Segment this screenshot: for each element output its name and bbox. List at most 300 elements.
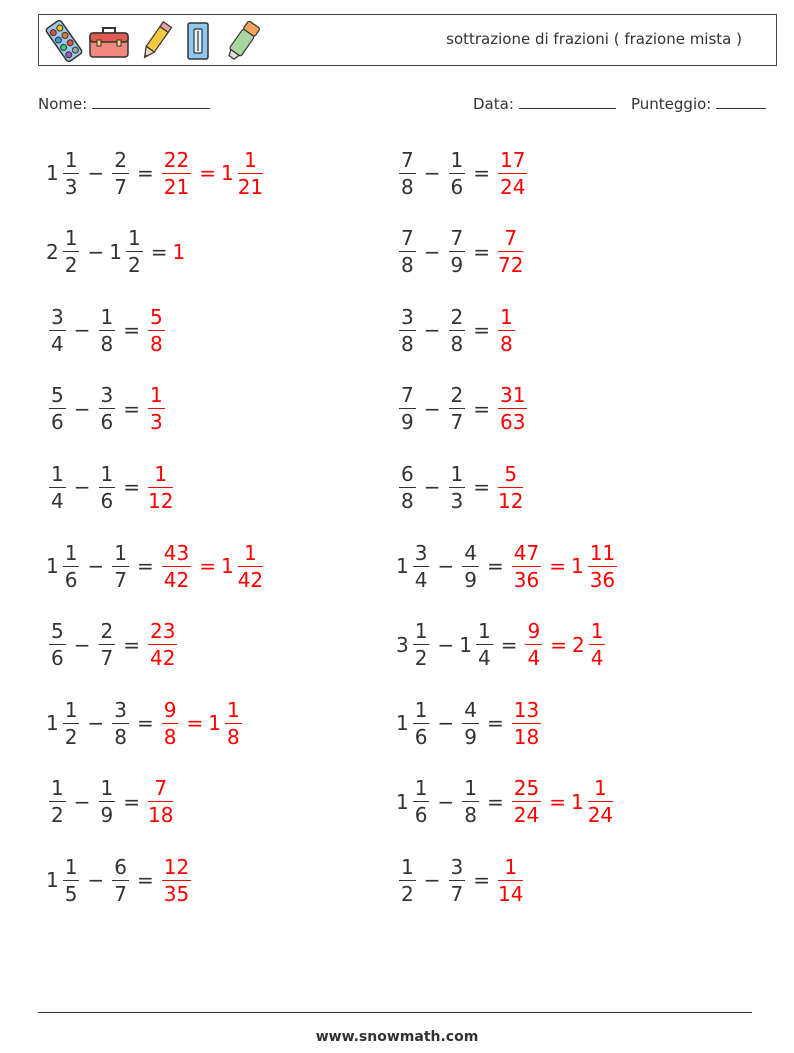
mixed-number [396, 697, 432, 750]
fraction [413, 775, 430, 828]
denominator: 14 [498, 881, 524, 906]
equals-sign: = [123, 475, 140, 500]
mixed-number [396, 540, 432, 593]
denominator: 6 [414, 724, 428, 749]
denominator: 24 [500, 174, 526, 199]
denominator: 7 [100, 646, 114, 671]
numerator: 6 [114, 854, 127, 879]
minus-sign: − [423, 318, 441, 343]
fraction-term [446, 461, 469, 514]
problem-item [396, 534, 620, 598]
fraction [462, 697, 479, 750]
denominator: 42 [237, 567, 264, 592]
fraction [399, 225, 416, 278]
fraction [449, 854, 466, 907]
denominator: 21 [163, 174, 190, 199]
equals-sign: = [549, 789, 566, 814]
fraction-term [145, 618, 180, 671]
fraction [99, 304, 116, 357]
numerator: 1 [414, 619, 428, 644]
answer [509, 697, 544, 750]
fraction [462, 540, 479, 593]
fraction-term [46, 618, 69, 671]
denominator: 8 [401, 488, 414, 513]
numerator: 1 [114, 540, 127, 565]
denominator: 2 [64, 724, 78, 749]
sharpener-icon [183, 19, 213, 63]
denominator: 9 [401, 410, 414, 435]
fraction-term [446, 854, 469, 907]
minus-sign: − [423, 161, 441, 185]
denominator: 7 [114, 174, 127, 199]
numerator: 1 [100, 776, 114, 801]
denominator: 7 [114, 567, 127, 592]
problem-item [46, 220, 185, 284]
denominator: 8 [163, 724, 177, 749]
mixed-number [46, 697, 82, 750]
fraction [449, 304, 466, 357]
denominator: 4 [477, 646, 491, 671]
whole-part: 2 [571, 632, 585, 657]
numerator: 23 [150, 619, 176, 644]
pencil-icon [139, 19, 173, 63]
problem-item [396, 848, 526, 912]
denominator: 6 [100, 488, 114, 513]
fraction [112, 697, 129, 750]
denominator: 9 [464, 567, 477, 592]
fraction-term [495, 304, 518, 357]
numerator: 22 [163, 147, 190, 172]
problem-item [396, 691, 544, 755]
answer [495, 382, 530, 435]
numerator: 1 [401, 854, 414, 879]
numerator: 1 [64, 226, 78, 251]
denominator: 8 [401, 174, 414, 199]
problem-item [46, 455, 176, 519]
denominator: 8 [500, 331, 513, 356]
problem-item [396, 220, 526, 284]
fraction-term [509, 775, 544, 828]
minus-sign: − [423, 868, 441, 893]
fraction-term [96, 382, 119, 435]
denominator: 8 [226, 724, 240, 749]
numerator: 1 [51, 776, 64, 801]
numerator: 1 [450, 147, 464, 172]
fraction [63, 540, 80, 593]
fraction-term [46, 461, 69, 514]
worksheet-title: sottrazione di frazioni ( frazione mista ) [446, 30, 742, 48]
numerator: 4 [464, 697, 477, 722]
numerator: 5 [504, 461, 518, 486]
fraction-term [446, 304, 469, 357]
denominator: 8 [114, 724, 127, 749]
answer [159, 540, 266, 593]
problem-item [46, 691, 245, 755]
numerator: 1 [100, 461, 114, 486]
whole-part: 1 [459, 632, 472, 657]
denominator: 2 [51, 803, 64, 828]
numerator: 1 [450, 461, 464, 486]
minus-sign: − [87, 161, 105, 185]
mixed-number [208, 697, 244, 750]
fraction [449, 147, 466, 200]
fraction [63, 697, 80, 750]
minus-sign: − [437, 554, 455, 578]
numerator: 1 [64, 147, 78, 172]
numerator: 12 [163, 854, 190, 879]
denominator: 6 [100, 410, 114, 435]
footer-divider [38, 1012, 752, 1013]
minus-sign: − [437, 632, 455, 657]
fraction-term [396, 225, 419, 278]
fraction [512, 775, 541, 828]
fraction-term [145, 304, 168, 357]
answer [495, 461, 526, 514]
numerator: 2 [100, 619, 114, 644]
fraction-term [109, 540, 132, 593]
fraction-term [145, 461, 176, 514]
fraction-term [96, 461, 119, 514]
numerator: 7 [154, 776, 168, 801]
answer [495, 225, 526, 278]
denominator: 8 [401, 331, 414, 356]
numerator: 11 [589, 540, 616, 565]
denominator: 35 [163, 881, 190, 906]
fraction [99, 382, 116, 435]
denominator: 72 [498, 253, 524, 278]
numerator: 2 [450, 383, 464, 408]
numerator: 3 [114, 697, 127, 722]
numerator: 1 [244, 147, 257, 172]
minus-sign: − [73, 789, 91, 814]
numerator: 47 [513, 540, 540, 565]
equals-sign: = [473, 318, 490, 343]
answer [495, 854, 526, 907]
equals-sign: = [473, 868, 490, 893]
fraction [498, 461, 523, 514]
date-field [473, 94, 616, 113]
whole-part: 1 [109, 239, 122, 264]
equals-sign: = [549, 554, 566, 578]
fraction [413, 697, 430, 750]
denominator: 9 [450, 253, 464, 278]
numerator: 3 [100, 383, 114, 408]
denominator: 8 [401, 253, 414, 278]
numerator: 7 [504, 226, 518, 251]
fraction-term [396, 382, 419, 435]
equals-sign: = [473, 161, 490, 185]
denominator: 7 [114, 881, 127, 906]
fraction [148, 775, 173, 828]
denominator: 8 [450, 331, 464, 356]
numerator: 17 [500, 147, 526, 172]
denominator: 3 [64, 174, 78, 199]
worksheet-header [38, 14, 777, 66]
briefcase-icon [87, 19, 131, 63]
problem-item [46, 770, 176, 834]
mixed-number [459, 618, 495, 671]
denominator: 36 [513, 567, 540, 592]
fraction [238, 540, 263, 593]
fraction-term [522, 618, 545, 671]
minus-sign: − [423, 396, 441, 421]
numerator: 1 [51, 461, 64, 486]
fraction-term [145, 775, 176, 828]
denominator: 18 [513, 724, 540, 749]
problem-item [396, 613, 608, 677]
numerator: 43 [163, 540, 190, 565]
whole-number: 1 [172, 239, 186, 264]
answer [509, 775, 616, 828]
fraction-term [509, 697, 544, 750]
answer [145, 304, 168, 357]
denominator: 24 [513, 803, 540, 828]
highlighter-icon [225, 19, 261, 63]
denominator: 6 [51, 646, 64, 671]
answer [159, 854, 194, 907]
whole-part: 1 [46, 161, 59, 185]
footer-url: www.snowmath.com [315, 1029, 479, 1045]
fraction-term [145, 382, 168, 435]
fraction [498, 225, 523, 278]
fraction [49, 618, 66, 671]
denominator: 4 [414, 567, 428, 592]
denominator: 7 [450, 410, 464, 435]
numerator: 5 [150, 304, 163, 329]
fraction [498, 854, 523, 907]
denominator: 8 [150, 331, 163, 356]
equals-sign: = [136, 554, 154, 578]
denominator: 12 [148, 488, 174, 513]
fraction [399, 147, 416, 200]
fraction [588, 540, 617, 593]
denominator: 21 [237, 174, 264, 199]
numerator: 1 [477, 619, 491, 644]
denominator: 42 [150, 646, 176, 671]
equals-sign: = [486, 554, 504, 578]
equals-sign: = [136, 711, 154, 736]
numerator: 5 [51, 619, 64, 644]
mixed-number [396, 618, 432, 671]
denominator: 8 [100, 331, 114, 356]
fraction [148, 461, 173, 514]
date-label: Data: [473, 95, 514, 113]
numerator: 1 [226, 697, 240, 722]
numerator: 1 [504, 854, 518, 879]
fraction-term [446, 382, 469, 435]
fraction-term [446, 147, 469, 200]
answer [145, 775, 176, 828]
problem-item [396, 377, 530, 441]
problem-item [396, 298, 518, 362]
denominator: 9 [464, 724, 477, 749]
numerator: 25 [513, 776, 540, 801]
numerator: 7 [401, 383, 414, 408]
fraction [512, 540, 541, 593]
numerator: 3 [414, 540, 428, 565]
fraction [126, 225, 143, 278]
fraction-term [159, 147, 194, 200]
numerator: 1 [500, 304, 513, 329]
denominator: 4 [527, 646, 541, 671]
numerator: 1 [414, 697, 428, 722]
fraction-term [495, 382, 530, 435]
equals-sign: = [473, 239, 490, 264]
minus-sign: − [87, 554, 105, 578]
answer [522, 618, 608, 671]
answer [159, 697, 245, 750]
denominator: 12 [498, 488, 524, 513]
mixed-number [571, 775, 616, 828]
numerator: 9 [163, 697, 177, 722]
fraction [399, 854, 416, 907]
fraction-term [46, 382, 69, 435]
problem-item [396, 455, 526, 519]
minus-sign: − [73, 475, 91, 500]
whole-part: 3 [396, 632, 409, 657]
numerator: 1 [100, 304, 114, 329]
mixed-number [396, 775, 432, 828]
fraction [399, 382, 416, 435]
numerator: 6 [401, 461, 414, 486]
fraction [588, 775, 613, 828]
numerator: 5 [51, 383, 64, 408]
numerator: 1 [154, 461, 168, 486]
fraction-term [446, 225, 469, 278]
denominator: 3 [450, 488, 464, 513]
equals-sign: = [186, 711, 204, 736]
answer [145, 618, 180, 671]
fraction [148, 304, 165, 357]
equals-sign: = [123, 396, 140, 421]
fraction-term [495, 854, 526, 907]
denominator: 2 [127, 253, 141, 278]
whole-part: 1 [46, 711, 59, 736]
mixed-number [221, 540, 266, 593]
denominator: 2 [401, 881, 414, 906]
fraction [162, 854, 191, 907]
fraction [589, 618, 606, 671]
fraction-term [159, 697, 182, 750]
fraction [498, 147, 527, 200]
denominator: 2 [414, 646, 428, 671]
denominator: 6 [51, 410, 64, 435]
mixed-number [221, 147, 266, 200]
fraction [498, 382, 527, 435]
palette-icon [45, 19, 83, 63]
score-field [631, 94, 766, 113]
denominator: 2 [64, 253, 78, 278]
fraction-term [159, 540, 194, 593]
whole-part: 1 [220, 554, 234, 578]
whole-part: 1 [220, 161, 234, 185]
fraction [49, 382, 66, 435]
whole-part: 1 [46, 554, 59, 578]
denominator: 4 [51, 488, 64, 513]
answer [159, 147, 266, 200]
fraction [399, 304, 416, 357]
mixed-number [571, 540, 620, 593]
problem-item [396, 141, 530, 205]
fraction [476, 618, 493, 671]
fraction-term [495, 225, 526, 278]
fraction [148, 382, 165, 435]
fraction [162, 147, 191, 200]
denominator: 6 [414, 803, 428, 828]
equals-sign: = [486, 711, 504, 736]
fraction-term [495, 461, 526, 514]
fraction-term [109, 147, 132, 200]
fraction-term [96, 618, 119, 671]
equals-sign: = [136, 868, 154, 893]
fraction [112, 540, 129, 593]
denominator: 18 [148, 803, 174, 828]
minus-sign: − [87, 239, 105, 264]
minus-sign: − [73, 318, 91, 343]
whole-part: 2 [46, 239, 59, 264]
numerator: 1 [127, 226, 141, 251]
equals-sign: = [486, 789, 504, 814]
whole-part: 1 [570, 789, 584, 814]
equals-sign: = [123, 789, 140, 814]
fraction [399, 461, 416, 514]
fraction [162, 540, 191, 593]
problem-item [46, 848, 194, 912]
denominator: 24 [587, 803, 614, 828]
denominator: 6 [450, 174, 464, 199]
denominator: 63 [500, 410, 526, 435]
fraction [449, 225, 466, 278]
numerator: 1 [150, 383, 163, 408]
numerator: 7 [450, 226, 464, 251]
minus-sign: − [437, 711, 455, 736]
fraction [63, 854, 80, 907]
fraction [449, 461, 466, 514]
whole-part: 1 [396, 711, 409, 736]
fraction-term [396, 147, 419, 200]
answer [495, 304, 518, 357]
denominator: 4 [51, 331, 64, 356]
fraction [49, 775, 66, 828]
numerator: 1 [464, 776, 477, 801]
minus-sign: − [87, 868, 105, 893]
numerator: 4 [464, 540, 477, 565]
fraction [413, 540, 430, 593]
score-label: Punteggio: [631, 95, 712, 113]
numerator: 1 [414, 776, 428, 801]
fraction-term [396, 304, 419, 357]
equals-sign: = [199, 161, 216, 185]
fraction [525, 618, 542, 671]
answer [145, 461, 176, 514]
numerator: 7 [401, 147, 414, 172]
numerator: 7 [401, 226, 414, 251]
mixed-number [46, 854, 82, 907]
fraction [512, 697, 541, 750]
problem-item [46, 141, 266, 205]
fraction [413, 618, 430, 671]
equals-sign: = [500, 632, 518, 657]
mixed-number [572, 618, 608, 671]
whole-part: 1 [46, 868, 59, 893]
fraction-term [159, 854, 194, 907]
problem-item [46, 613, 180, 677]
numerator: 13 [513, 697, 540, 722]
whole-part: 1 [208, 711, 221, 736]
fraction [99, 618, 116, 671]
fraction [112, 147, 129, 200]
answer [509, 540, 620, 593]
